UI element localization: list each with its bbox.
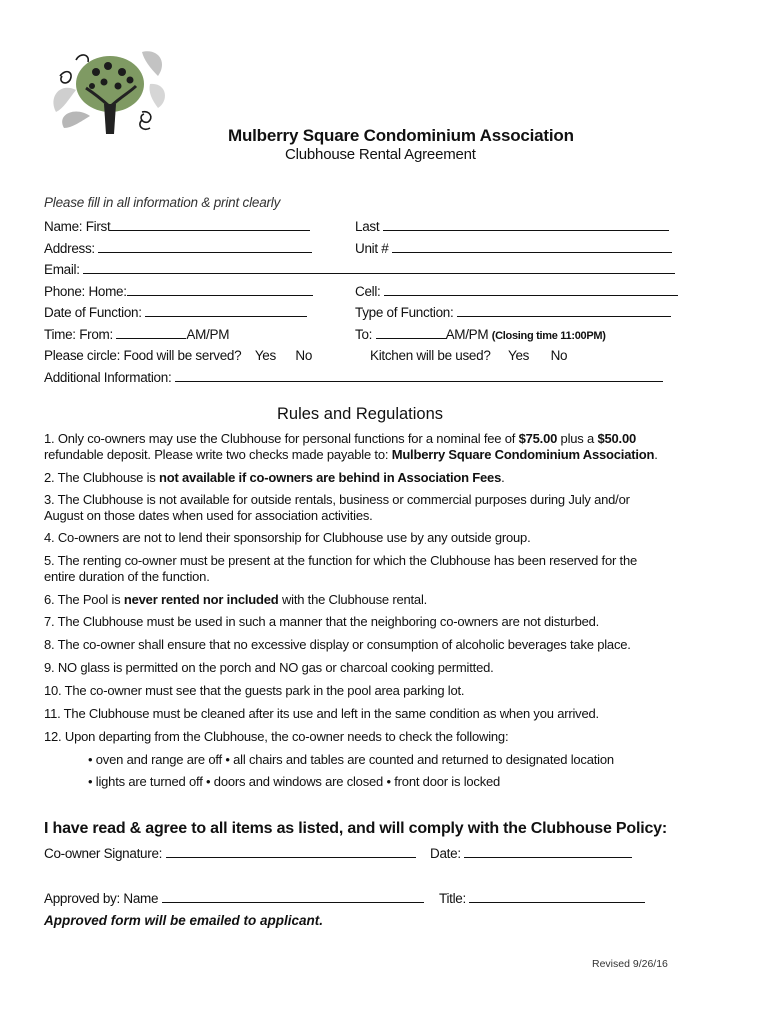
rule-12: 12. Upon departing from the Clubhouse, the co-owner needs to check the following: xyxy=(44,729,509,744)
cell-field[interactable] xyxy=(384,283,678,296)
rule-2-end: . xyxy=(501,470,505,485)
time-from-field[interactable] xyxy=(116,326,186,339)
rule-1-fee: $75.00 xyxy=(518,431,558,446)
approver-title-row xyxy=(439,890,645,906)
instruction-text: Please fill in all information & print clearly xyxy=(44,195,281,210)
rule-5-line-1: 5. The renting co-owner must be present at the function for which the Clubhouse has been reserved for the xyxy=(44,553,638,568)
type-function-label: Type of Function: xyxy=(355,305,454,320)
food-circle-label: Please circle: Food will be served? xyxy=(44,348,242,363)
revised-date: Revised 9/26/16 xyxy=(592,958,668,970)
rule-1-checks: refundable deposit. Please write two checks made payable to: xyxy=(44,447,392,462)
address-label: Address: xyxy=(44,241,95,256)
additional-info-label: Additional Information: xyxy=(44,370,172,385)
rule-8: 8. The co-owner shall ensure that no excessive display or consumption of alcoholic beverages take place. xyxy=(44,637,631,652)
rule-1-text: 1. Only co-owners may use the Clubhouse for personal functions for a nominal fee of xyxy=(44,431,519,446)
additional-info-row xyxy=(44,369,663,385)
rule-5-line-2: entire duration of the function. xyxy=(44,569,210,584)
approver-title-label: Title: xyxy=(439,891,466,906)
rule-3-line-1: 3. The Clubhouse is not available for outside rentals, business or commercial purposes during July and/or xyxy=(44,492,630,507)
rule-1-deposit: $50.00 xyxy=(597,431,637,446)
email-field[interactable] xyxy=(83,261,675,274)
agreement-statement: I have read & agree to all items as listed, and will comply with the Clubhouse Policy: xyxy=(44,820,667,837)
cell-label: Cell: xyxy=(355,284,381,299)
signature-date-label: Date: xyxy=(430,846,461,861)
rule-4: 4. Co-owners are not to lend their sponsorship for Clubhouse use by any outside group. xyxy=(44,530,531,545)
food-yes-option[interactable]: Yes xyxy=(254,348,276,363)
rule-6 xyxy=(44,592,427,608)
time-from-row xyxy=(44,326,229,342)
type-function-row xyxy=(355,304,671,320)
phone-home-label: Phone: Home: xyxy=(44,284,127,299)
signature-label: Co-owner Signature: xyxy=(44,846,163,861)
rule-6-text: 6. The Pool is xyxy=(44,592,124,607)
rule-2 xyxy=(44,470,505,486)
unit-field[interactable] xyxy=(392,240,672,253)
time-to-label: To: xyxy=(355,327,373,342)
rule-2-text: 2. The Clubhouse is xyxy=(44,470,159,485)
phone-home-field[interactable] xyxy=(127,283,313,296)
time-to-field[interactable] xyxy=(376,326,446,339)
rule-6-end: with the Clubhouse rental. xyxy=(278,592,428,607)
unit-label: Unit # xyxy=(355,241,389,256)
last-label: Last xyxy=(355,219,380,234)
additional-info-field[interactable] xyxy=(175,369,663,382)
checklist-line-1: • oven and range are off • all chairs and tables are counted and returned to designated location xyxy=(88,752,614,767)
name-first-label: Name: First xyxy=(44,219,111,234)
last-row xyxy=(355,218,669,234)
rules-heading: Rules and Regulations xyxy=(277,405,444,423)
cell-row xyxy=(355,283,678,299)
rule-1-end: . xyxy=(654,447,658,462)
name-first-row xyxy=(44,218,310,234)
phone-home-row xyxy=(44,283,313,299)
date-function-label: Date of Function: xyxy=(44,305,142,320)
signature-row xyxy=(44,845,416,861)
approved-emailed-note: Approved form will be emailed to applicant. xyxy=(44,913,324,928)
rule-1-plus: plus a xyxy=(557,431,598,446)
signature-field[interactable] xyxy=(166,845,416,858)
rule-11: 11. The Clubhouse must be cleaned after its use and left in the same condition as when you arrived. xyxy=(44,706,599,721)
approver-title-field[interactable] xyxy=(469,890,645,903)
kitchen-label: Kitchen will be used? xyxy=(370,348,491,363)
kitchen-row xyxy=(370,348,567,363)
rule-9: 9. NO glass is permitted on the porch and NO gas or charcoal cooking permitted. xyxy=(44,660,494,675)
time-from-ampm: AM/PM xyxy=(186,327,230,342)
tree-logo-icon xyxy=(46,42,172,140)
rule-7: 7. The Clubhouse must be used in such a manner that the neighboring co-owners are not disturbed. xyxy=(44,614,600,629)
approved-by-field[interactable] xyxy=(162,890,424,903)
rule-1-line-1 xyxy=(44,431,636,447)
signature-date-field[interactable] xyxy=(464,845,632,858)
rule-10: 10. The co-owner must see that the guests park in the pool area parking lot. xyxy=(44,683,465,698)
document-title: Mulberry Square Condominium Association xyxy=(228,126,574,145)
rule-1-payee: Mulberry Square Condominium Association xyxy=(391,447,655,462)
address-row xyxy=(44,240,312,256)
time-to-ampm: AM/PM xyxy=(445,327,489,342)
time-to-row xyxy=(355,326,606,342)
food-circle-row xyxy=(44,348,312,363)
document-subtitle: Clubhouse Rental Agreement xyxy=(285,146,476,163)
time-from-label: Time: From: xyxy=(44,327,113,342)
date-function-field[interactable] xyxy=(145,304,307,317)
kitchen-no-option[interactable]: No xyxy=(550,348,568,363)
rule-2-bold: not available if co-owners are behind in Association Fees xyxy=(159,470,502,485)
unit-row xyxy=(355,240,672,256)
approved-by-label: Approved by: Name xyxy=(44,891,159,906)
checklist-line-2: • lights are turned off • doors and windows are closed • front door is locked xyxy=(88,774,501,789)
email-row xyxy=(44,261,675,277)
kitchen-yes-option[interactable]: Yes xyxy=(507,348,530,363)
name-first-field[interactable] xyxy=(110,218,310,231)
approved-by-row xyxy=(44,890,424,906)
food-no-option[interactable]: No xyxy=(295,348,313,363)
closing-time-note: (Closing time 11:00PM) xyxy=(491,330,606,342)
type-function-field[interactable] xyxy=(457,304,671,317)
signature-date-row xyxy=(430,845,632,861)
last-name-field[interactable] xyxy=(383,218,669,231)
date-function-row xyxy=(44,304,307,320)
rule-6-bold: never rented nor included xyxy=(123,592,279,607)
email-label: Email: xyxy=(44,262,80,277)
rule-1-line-2 xyxy=(44,447,658,463)
rule-3-line-2: August on those dates when used for association activities. xyxy=(44,508,373,523)
address-field[interactable] xyxy=(98,240,312,253)
